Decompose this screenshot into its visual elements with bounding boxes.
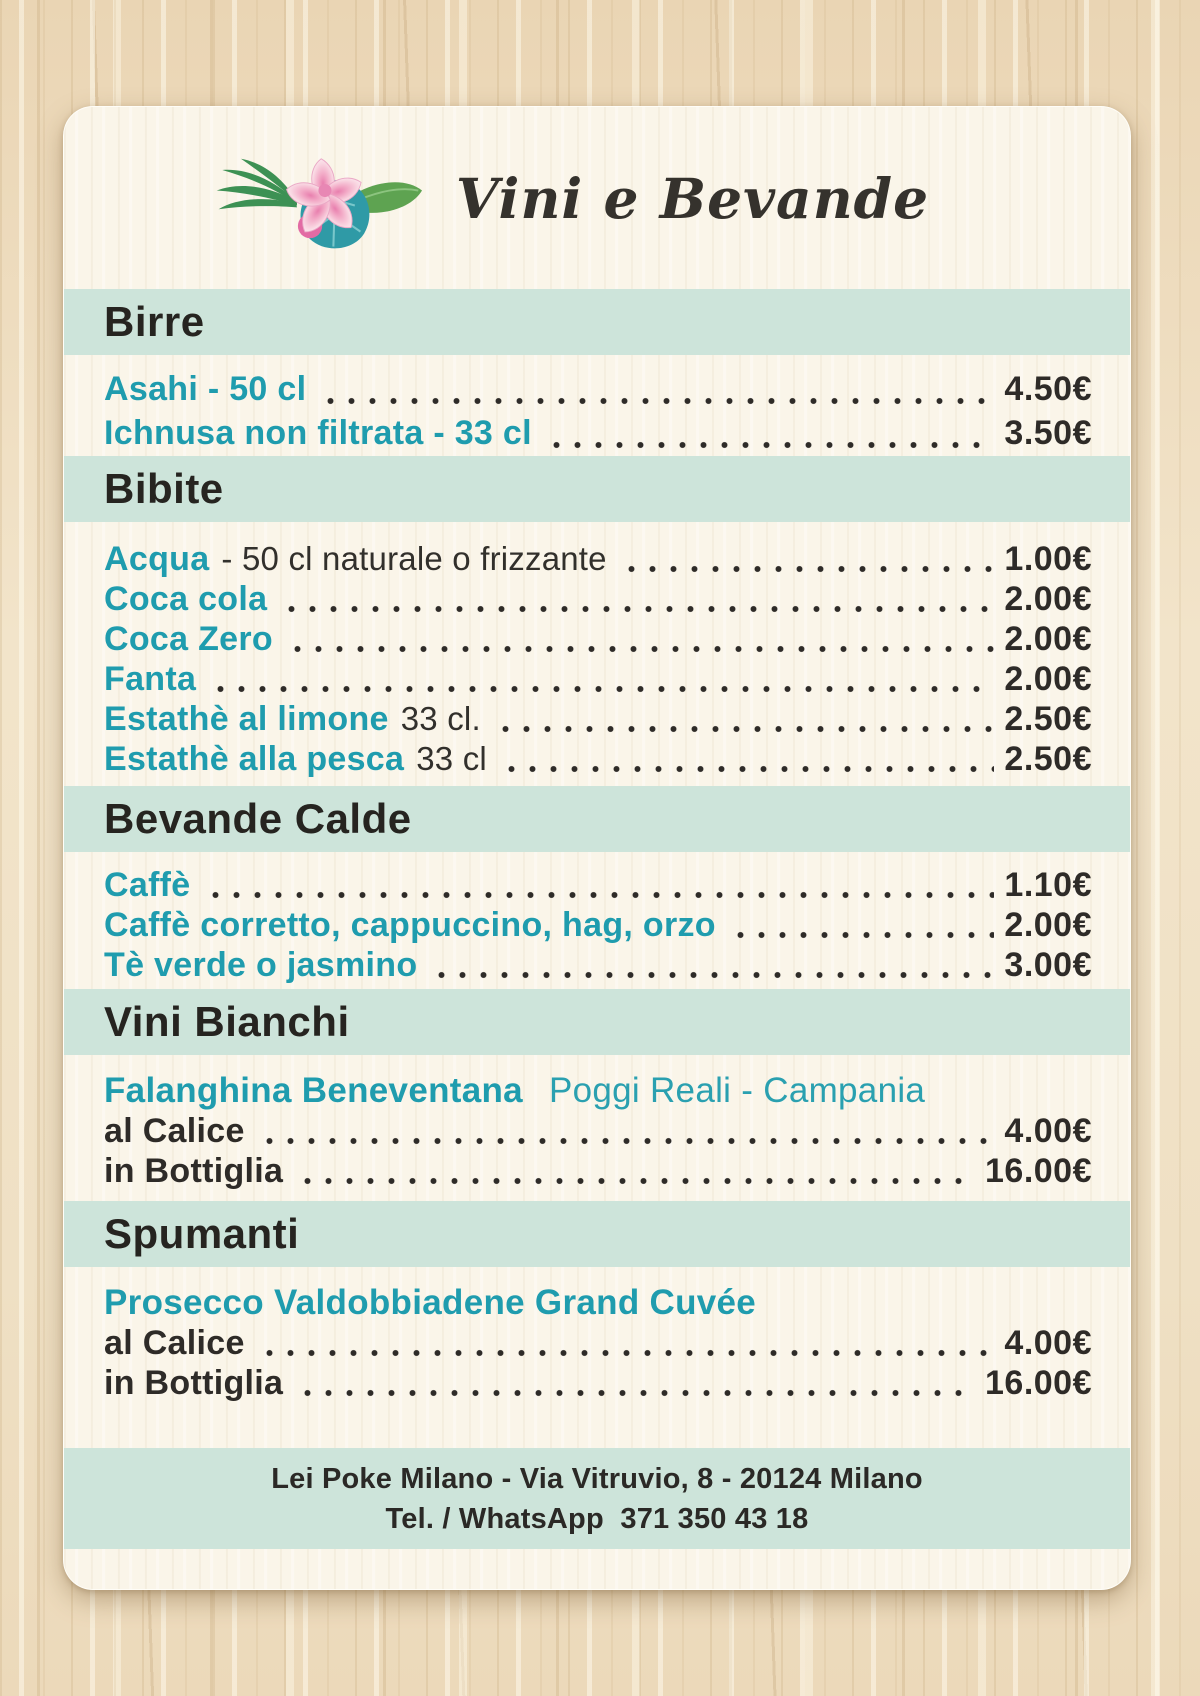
item-price: 16.00€: [985, 1364, 1092, 1402]
wine-serving-row: [104, 1323, 1092, 1363]
menu-item-row: [104, 739, 1092, 779]
section-title: Bevande Calde: [104, 795, 412, 842]
section-list-birre: [64, 355, 1130, 456]
item-price: 2.50€: [1004, 700, 1092, 738]
menu-item-row: [104, 945, 1092, 985]
serving-label: in Bottiglia: [104, 1152, 284, 1190]
item-price: 16.00€: [985, 1152, 1092, 1190]
dotted-leader: [495, 699, 995, 739]
serving-label: al Calice: [104, 1324, 245, 1362]
dotted-leader: [621, 539, 995, 579]
wine-serving-row: [104, 1111, 1092, 1151]
item-price: 2.00€: [1004, 906, 1092, 944]
item-detail: - 50 cl naturale o frizzante: [221, 540, 607, 577]
dotted-leader: [259, 1323, 995, 1363]
dotted-leader: [546, 411, 995, 455]
item-name: Ichnusa non filtrata - 33 cl: [104, 414, 532, 452]
item-price: 4.50€: [1004, 370, 1092, 408]
section-title: Spumanti: [104, 1210, 300, 1257]
section-title: Vini Bianchi: [104, 998, 350, 1045]
footer-address: Lei Poke Milano - Via Vitruvio, 8 - 20124 Milano: [271, 1462, 923, 1495]
menu-item-row: [104, 699, 1092, 739]
page-title: Vini e Bevande: [455, 165, 930, 231]
dotted-leader: [297, 1363, 975, 1403]
section-list-vini-bianchi: [64, 1055, 1130, 1201]
section-title: Bibite: [104, 465, 224, 512]
dotted-leader: [287, 619, 994, 659]
item-name: Acqua: [104, 540, 210, 578]
menu-item-row: [104, 659, 1092, 699]
item-name: Tè verde o jasmino: [104, 946, 418, 984]
item-price: 2.00€: [1004, 660, 1092, 698]
serving-label: al Calice: [104, 1112, 245, 1150]
menu-item-row: [104, 539, 1092, 579]
item-price: 4.00€: [1004, 1324, 1092, 1362]
dotted-leader: [501, 739, 994, 779]
item-name: Asahi - 50 cl: [104, 370, 307, 408]
serving-label: in Bottiglia: [104, 1364, 284, 1402]
item-price: 2.50€: [1004, 740, 1092, 778]
menu-card: [63, 106, 1131, 1590]
menu-item-row: [104, 865, 1092, 905]
dotted-leader: [281, 579, 994, 619]
tropical-bouquet-logo: [205, 142, 430, 254]
palm-frond-icon: [217, 159, 297, 209]
wine-origin: Poggi Reali - Campania: [548, 1071, 926, 1110]
menu-item-row: [104, 619, 1092, 659]
footer-phone: Tel. / WhatsApp 371 350 43 18: [385, 1502, 809, 1535]
item-name: Fanta: [104, 660, 197, 698]
item-detail: 33 cl: [416, 740, 487, 777]
menu-item-row: [104, 411, 1092, 455]
wine-header-row: [104, 1283, 1092, 1323]
dotted-leader: [205, 865, 995, 905]
item-name: Caffè corretto, cappuccino, hag, orzo: [104, 906, 716, 944]
wine-serving-row: [104, 1363, 1092, 1403]
dotted-leader: [431, 945, 994, 985]
item-name: Coca Zero: [104, 620, 273, 658]
section-list-spumanti: [64, 1267, 1130, 1448]
menu-item-row: [104, 367, 1092, 411]
section-list-bibite: [64, 522, 1130, 786]
dotted-leader: [320, 367, 994, 411]
section-band-bibite: [64, 456, 1130, 522]
footer: [64, 1448, 1130, 1549]
item-name: Caffè: [104, 866, 191, 904]
section-band-bevande-calde: [64, 786, 1130, 852]
dotted-leader: [259, 1111, 995, 1151]
item-price: 1.10€: [1004, 866, 1092, 904]
item-price: 1.00€: [1004, 540, 1092, 578]
dotted-leader: [297, 1151, 975, 1191]
item-name: Estathè al limone: [104, 700, 389, 738]
wine-serving-row: [104, 1151, 1092, 1191]
menu-item-row: [104, 905, 1092, 945]
item-detail: 33 cl.: [400, 700, 481, 737]
item-price: 2.00€: [1004, 620, 1092, 658]
wine-header-row: [104, 1071, 1092, 1111]
menu-header: [64, 107, 1130, 289]
item-name: Estathè alla pesca: [104, 740, 405, 778]
wine-name: Falanghina Beneventana: [104, 1071, 523, 1110]
wine-name: Prosecco Valdobbiadene Grand Cuvée: [104, 1283, 757, 1322]
section-list-bevande-calde: [64, 852, 1130, 989]
menu-item-row: [104, 579, 1092, 619]
section-band-spumanti: [64, 1201, 1130, 1267]
item-price: 4.00€: [1004, 1112, 1092, 1150]
section-title: Birre: [104, 298, 205, 345]
item-price: 3.00€: [1004, 946, 1092, 984]
item-price: 3.50€: [1004, 414, 1092, 452]
section-band-birre: [64, 289, 1130, 355]
section-band-vini-bianchi: [64, 989, 1130, 1055]
item-name: Coca cola: [104, 580, 268, 618]
dotted-leader: [210, 659, 994, 699]
item-price: 2.00€: [1004, 580, 1092, 618]
dotted-leader: [730, 905, 995, 945]
